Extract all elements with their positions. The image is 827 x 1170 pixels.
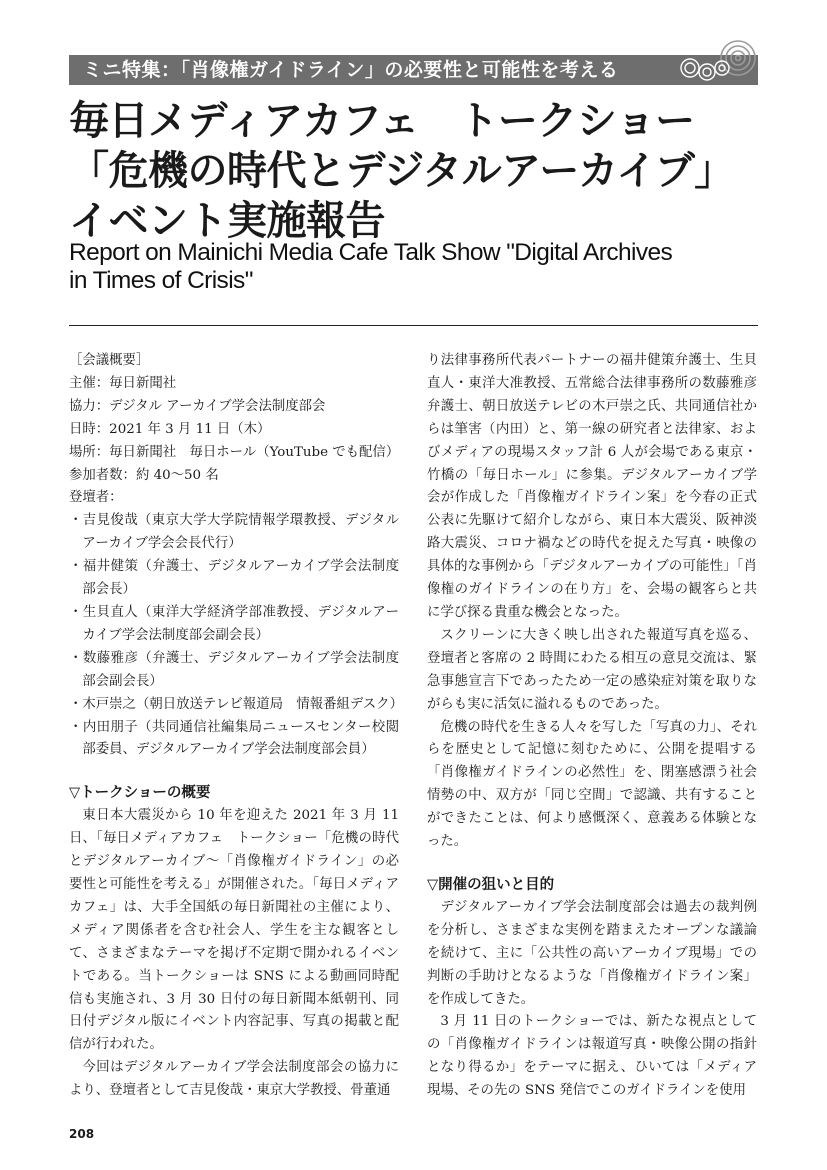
- overview-cooperation: 協力：デジタル アーカイブ学会法制度部会: [69, 398, 326, 414]
- overview-host: 主催：毎日新聞社: [69, 375, 177, 391]
- overview-attendance: 参加者数：約 40〜50 名: [69, 467, 219, 483]
- title-jp-line: 「危機の時代とデジタルアーカイブ」: [69, 148, 734, 194]
- overview-date: 日時：2021 年 3 月 11 日（木）: [69, 421, 271, 437]
- feature-banner: ミニ特集：「肖像権ガイドライン」の必要性と可能性を考える: [69, 55, 758, 85]
- section-heading-talkshow: ▽トークショーの概要: [69, 785, 211, 802]
- body-paragraph: デジタルアーカイブ学会法制度部会は過去の裁判例を分析し、さまざまな実例を踏まえたオープンな議論を続けて、主に「公共性の高いアーカイブ現場」での判断の手助けとなるような「肖像権ガイドライン案」を作成してきた。: [427, 899, 757, 1007]
- speaker-item: ・数藤雅彦（弁護士、デジタルアーカイブ学会法制度部会副会長）: [69, 650, 399, 689]
- section-heading-purpose: ▽開催の狙いと目的: [427, 876, 555, 893]
- overview-venue: 場所：毎日新聞社 毎日ホール（YouTube でも配信）: [69, 444, 400, 460]
- speaker-item: ・吉見俊哉（東京大学大学院情報学環教授、デジタルアーカイブ学会会長代行）: [69, 513, 399, 552]
- speaker-item: ・福井健策（弁護士、デジタルアーカイブ学会法制度部会長）: [69, 559, 399, 598]
- speaker-item: ・内田朋子（共同通信社編集局ニュースセンター校閲部委員、デジタルアーカイブ学会法制度部会員）: [69, 719, 399, 758]
- body-paragraph: 3 月 11 日のトークショーでは、新たな視点としての「肖像権ガイドラインは報道写真・映像公開の指針となり得るか」をテーマに据え、ひいては「メディア現場、その先の SNS 発信でこのガイドラインを使用: [427, 1014, 757, 1099]
- concentric-circles-icon: [676, 38, 758, 90]
- article-title-jp: [69, 96, 769, 246]
- speaker-item: ・木戸崇之（朝日放送テレビ報道局 情報番組デスク）: [69, 696, 403, 712]
- title-en-line: Report on Mainichi Media Cafe Talk Show "Digital Archives: [69, 239, 673, 266]
- right-column: [427, 350, 757, 1103]
- body-paragraph: スクリーンに大きく映し出された報道写真を巡る、登壇者と客席の 2 時間にわたる相互の意見交流は、緊急事態宣言下であったため一定の感染症対策を取りながらも実に活気に溢れるものであった。: [427, 627, 757, 712]
- overview-heading: ［会議概要］: [69, 353, 150, 368]
- body-paragraph: 今回はデジタルアーカイブ学会法制度部会の協力により、登壇者として吉見俊哉・東京大学教授、骨董通: [69, 1060, 399, 1099]
- title-divider: [69, 325, 758, 326]
- body-paragraph-continued: り法律事務所代表パートナーの福井健策弁護士、生貝直人・東洋大准教授、五常総合法律事務所の数藤雅彦弁護士、朝日放送テレビの木戸崇之氏、共同通信社からは筆害（内田）と、第一線の研究者と法律家、およびメディアの現場スタッフ計 6 人が会場である東京・竹橋の「毎日ホール」に参集。デジタルアーカイブ学会が作成した「肖像権ガイドライン案」を今春の正式公表に先駆けて紹介しながら、東日本大震災、阪神淡路大震災、コロナ禍などの時代を捉えた写真・映像の具体的な事例から「デジタルアーカイブの可能性」「肖像権のガイドラインの在り方」を、会場の観客らと共に学び探る貴重な機会となった。: [427, 353, 757, 620]
- article-title-en: [69, 239, 769, 295]
- title-jp-line: イベント実施報告: [69, 198, 385, 244]
- page-number: 208: [69, 1127, 95, 1141]
- title-jp-line: 毎日メディアカフェ トークショー: [69, 98, 695, 144]
- body-paragraph: 危機の時代を生きる人々を写した「写真の力」、それらを歴史として記憶に刻むために、公開を提唱する「肖像権ガイドラインの必然性」を、閉塞感漂う社会情勢の中、双方が「同じ空間」で認識、共有することができたことは、何より感慨深く、意義ある体験となった。: [427, 719, 757, 850]
- title-en-line: in Times of Crisis": [69, 267, 253, 294]
- left-column: [69, 350, 403, 1103]
- overview-speakers-label: 登壇者：: [69, 490, 123, 506]
- body-paragraph: 東日本大震災から 10 年を迎えた 2021 年 3 月 11 日、「毎日メディアカフェ トークショー「危機の時代とデジタルアーカイブ〜「肖像権ガイドライン」の必要性と可能性を考える」が開催された。「毎日メディアカフェ」は、大手全国紙の毎日新聞社の主催により、メディア関係者を含む社会人、学生を主な観客として、さまざまなテーマを掲げ不定期で開かれるイベントである。当トークショーは SNS による動画同時配信も実施され、3 月 30 日付の毎日新聞本紙朝刊、同日付デジタル版にイベント内容記事、写真の掲載と配信が行われた。: [69, 808, 399, 1053]
- speaker-item: ・生貝直人（東洋大学経済学部准教授、デジタルアーカイブ学会法制度部会副会長）: [69, 604, 399, 643]
